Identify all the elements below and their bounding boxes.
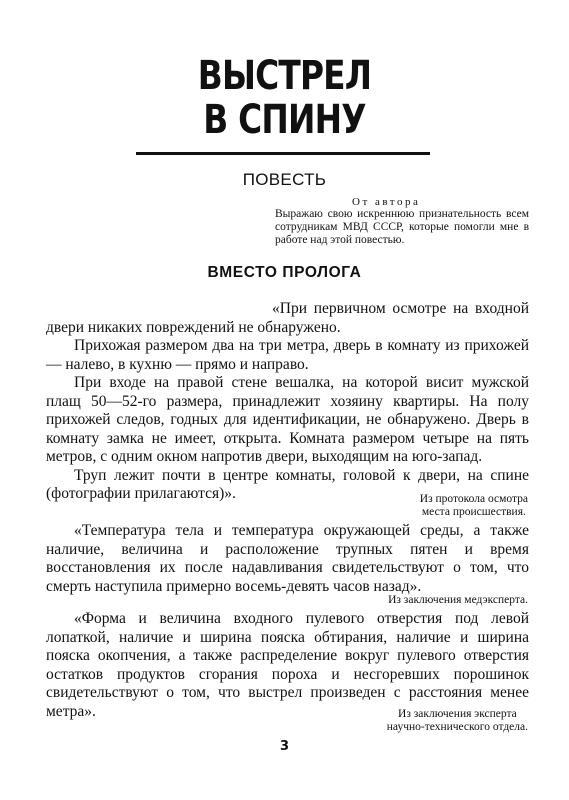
page-number: 3: [279, 739, 290, 754]
protocol-paragraph-1: «При первичном осмотре на входной двери никаких повреждений не обнаружено.: [46, 300, 529, 336]
author-note-heading: От автора: [352, 196, 421, 208]
technical-attribution-line-2: научно-технического отдела.: [386, 721, 528, 733]
technical-attribution: [387, 708, 528, 734]
story-title-line-2: В СПИНУ: [203, 97, 366, 143]
medical-text: [46, 522, 529, 596]
protocol-text: [46, 300, 529, 504]
protocol-attribution-line-1: Из протокола осмотра: [419, 493, 528, 505]
title-divider: [136, 152, 430, 155]
protocol-paragraph-3: При входе на правой стене вешалка, на которой висит мужской плащ 50—52-го размера, принадлежит хозяину квартиры. На полу прихожей следов, годных для идентификации, не обнаружено. Дверь в комнату замка не имеет, открыта. Комната размером четыре на пять метров, с одним окном напротив двери, выходящим на юго-запад.: [46, 374, 529, 465]
protocol-paragraph-4: Труп лежит почти в центре комнаты, головой к двери, на спине (фотографии прилагаются)».: [46, 466, 529, 502]
author-note-text: Выражаю свою искреннюю признательность всем сотрудникам МВД СССР, которые помогли мне в работе над этой повестью.: [275, 208, 529, 246]
medical-attribution: Из заключения медэксперта.: [388, 594, 528, 606]
technical-text: [46, 610, 529, 721]
story-title-line-1: ВЫСТРЕЛ: [197, 53, 372, 99]
protocol-attribution: [420, 493, 528, 519]
protocol-attribution-line-2: места происшествия.: [421, 506, 526, 518]
medical-paragraph: «Температура тела и температура окружающей среды, а также наличие, величина и расположение трупных пятен и время восстановления их после надавливания свидетельствуют о том, что смерть наступила примерно восемь-девять часов назад».: [46, 522, 529, 595]
section-title: ВМЕСТО ПРОЛОГА: [207, 264, 362, 281]
technical-attribution-line-1: Из заключения эксперта: [398, 708, 517, 720]
genre-label: ПОВЕСТЬ: [242, 170, 327, 189]
technical-paragraph: «Форма и величина входного пулевого отверстия под левой лопаткой, наличие и ширина пояска обтирания, наличие и ширина пояска окопчения, а также распределение вокруг пулевого отверстия остатков продуктов сгорания пороха и несгоревших порошинок свидетельствуют о том, что выстрел произведен с расстояния менее метра».: [46, 610, 529, 720]
protocol-paragraph-2: Прихожая размером два на три метра, дверь в комнату из прихожей — налево, в кухню — прямо и направо.: [46, 337, 529, 373]
